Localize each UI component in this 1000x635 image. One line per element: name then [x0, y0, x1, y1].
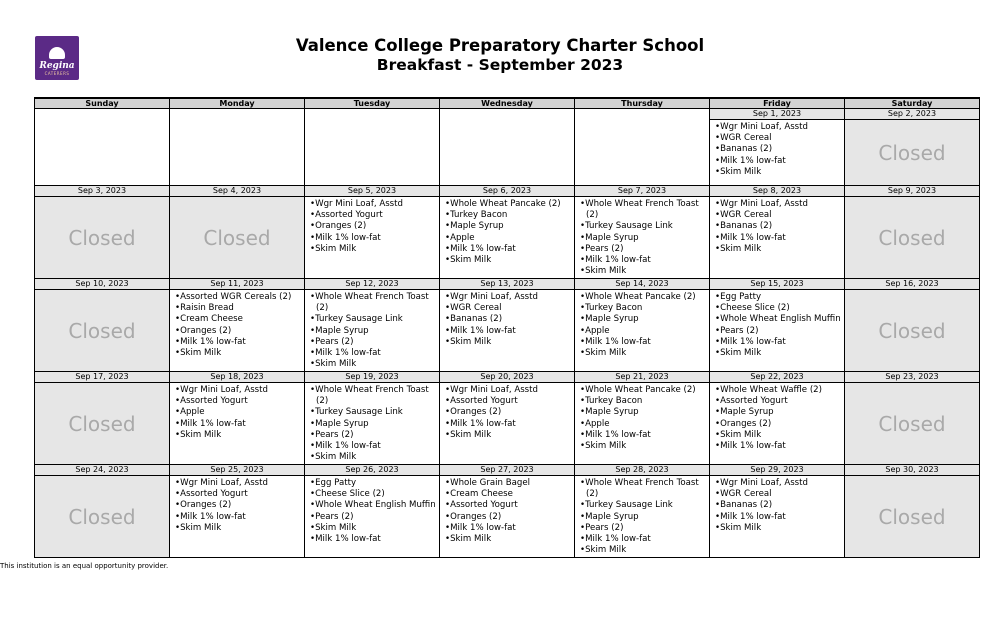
day-date: Sep 5, 2023 [305, 186, 439, 197]
menu-item-list [170, 476, 304, 534]
closed-label: Closed [35, 197, 169, 278]
day-date: Sep 13, 2023 [440, 279, 574, 290]
menu-item: • Skim Milk [580, 441, 707, 452]
menu-item-list [710, 197, 844, 255]
menu-item: • Maple Syrup [715, 407, 842, 418]
day-date: Sep 1, 2023 [710, 109, 844, 120]
menu-item-list [170, 290, 304, 359]
menu-item: • Skim Milk [715, 523, 842, 534]
menu-item: • Milk 1% low-fat [715, 441, 842, 452]
menu-item: • Bananas (2) [445, 314, 572, 325]
menu-item: • Apple [580, 326, 707, 337]
page-title: Valence College Preparatory Charter School [295, 36, 705, 55]
menu-item: • Pears (2) [715, 326, 842, 337]
menu-item-list [440, 476, 574, 545]
menu-item: • Milk 1% low-fat [580, 534, 707, 545]
empty-day [170, 109, 304, 185]
calendar-day-cell [845, 109, 980, 186]
menu-item: • Turkey Bacon [580, 303, 707, 314]
calendar-day-cell [35, 186, 170, 279]
menu-item: • Assorted WGR Cereals (2) [175, 292, 302, 303]
menu-item-list [440, 290, 574, 348]
day-date: Sep 14, 2023 [575, 279, 709, 290]
day-date: Sep 18, 2023 [170, 372, 304, 383]
menu-item: • Skim Milk [715, 348, 842, 359]
menu-item: • Milk 1% low-fat [310, 348, 437, 359]
day-date: Sep 9, 2023 [845, 186, 979, 197]
menu-item: • Skim Milk [445, 337, 572, 348]
day-date: Sep 21, 2023 [575, 372, 709, 383]
menu-item: • Wgr Mini Loaf, Asstd [310, 199, 437, 210]
calendar-day-cell [440, 465, 575, 558]
menu-item: • Whole Wheat Pancake (2) [580, 292, 707, 303]
menu-item: • Oranges (2) [715, 419, 842, 430]
menu-item: • Oranges (2) [175, 500, 302, 511]
menu-item-list [710, 290, 844, 359]
menu-item: • Maple Syrup [310, 419, 437, 430]
calendar-day-cell [575, 109, 710, 186]
calendar-day-cell [170, 372, 305, 465]
closed-label: Closed [845, 383, 979, 464]
menu-item: • Wgr Mini Loaf, Asstd [445, 292, 572, 303]
day-date: Sep 15, 2023 [710, 279, 844, 290]
menu-item: • Skim Milk [580, 545, 707, 556]
menu-item: • Whole Wheat French Toast (2) [310, 385, 437, 407]
menu-item: • Whole Wheat Pancake (2) [580, 385, 707, 396]
empty-day [35, 109, 169, 185]
calendar-day-cell [440, 109, 575, 186]
menu-item: • Turkey Sausage Link [580, 221, 707, 232]
calendar-day-cell [305, 186, 440, 279]
menu-item: • Skim Milk [175, 348, 302, 359]
menu-item: • Pears (2) [310, 430, 437, 441]
menu-item: • Wgr Mini Loaf, Asstd [715, 478, 842, 489]
menu-item: • Skim Milk [445, 430, 572, 441]
calendar-day-cell [305, 372, 440, 465]
day-date: Sep 16, 2023 [845, 279, 979, 290]
menu-item: • Assorted Yogurt [175, 396, 302, 407]
empty-day [305, 109, 439, 185]
weekday-header-monday: Monday [170, 98, 305, 109]
day-date: Sep 22, 2023 [710, 372, 844, 383]
menu-item: • Maple Syrup [580, 407, 707, 418]
menu-item-list [440, 197, 574, 266]
menu-item: • Cream Cheese [175, 314, 302, 325]
weekday-header-tuesday: Tuesday [305, 98, 440, 109]
menu-item: • Skim Milk [445, 255, 572, 266]
calendar-day-cell [575, 372, 710, 465]
weekday-header-wednesday: Wednesday [440, 98, 575, 109]
menu-item: • Apple [175, 407, 302, 418]
menu-item-list [305, 290, 439, 370]
calendar-day-cell [305, 465, 440, 558]
day-date: Sep 30, 2023 [845, 465, 979, 476]
menu-item: • WGR Cereal [445, 303, 572, 314]
closed-label: Closed [170, 197, 304, 278]
menu-item: • Wgr Mini Loaf, Asstd [175, 385, 302, 396]
page-header [0, 36, 1000, 75]
menu-item-list [305, 197, 439, 255]
calendar-day-cell [35, 109, 170, 186]
menu-item: • Milk 1% low-fat [715, 156, 842, 167]
day-date: Sep 28, 2023 [575, 465, 709, 476]
menu-item: • Whole Wheat Waffle (2) [715, 385, 842, 396]
menu-item: • Raisin Bread [175, 303, 302, 314]
day-date: Sep 26, 2023 [305, 465, 439, 476]
menu-item: • Maple Syrup [445, 221, 572, 232]
menu-item: • Skim Milk [445, 534, 572, 545]
day-date: Sep 3, 2023 [35, 186, 169, 197]
calendar-day-cell [35, 465, 170, 558]
day-date: Sep 17, 2023 [35, 372, 169, 383]
menu-item: • Maple Syrup [310, 326, 437, 337]
day-date: Sep 11, 2023 [170, 279, 304, 290]
menu-item: • Maple Syrup [580, 314, 707, 325]
day-date: Sep 2, 2023 [845, 109, 979, 120]
menu-item: • Milk 1% low-fat [445, 326, 572, 337]
menu-item: • Bananas (2) [715, 500, 842, 511]
day-date: Sep 6, 2023 [440, 186, 574, 197]
menu-item: • Wgr Mini Loaf, Asstd [175, 478, 302, 489]
menu-item: • Milk 1% low-fat [310, 233, 437, 244]
menu-item-list [710, 476, 844, 534]
day-date: Sep 23, 2023 [845, 372, 979, 383]
menu-item: • Oranges (2) [310, 221, 437, 232]
calendar-week-row [35, 465, 980, 558]
closed-label: Closed [845, 290, 979, 371]
weekday-header-friday: Friday [710, 98, 845, 109]
menu-item-list [710, 383, 844, 452]
logo-subtext: CATERERS [44, 71, 70, 76]
calendar-week-row [35, 109, 980, 186]
menu-item: • Whole Grain Bagel [445, 478, 572, 489]
menu-item-list [575, 290, 709, 359]
menu-item: • Skim Milk [715, 244, 842, 255]
day-date: Sep 12, 2023 [305, 279, 439, 290]
menu-item: • Milk 1% low-fat [175, 512, 302, 523]
menu-item-list [710, 120, 844, 178]
menu-item: • WGR Cereal [715, 133, 842, 144]
menu-item-list [305, 476, 439, 545]
menu-item: • Wgr Mini Loaf, Asstd [715, 122, 842, 133]
menu-item: • Milk 1% low-fat [715, 337, 842, 348]
calendar-day-cell [710, 109, 845, 186]
menu-item: • Milk 1% low-fat [445, 419, 572, 430]
menu-item: • Oranges (2) [445, 512, 572, 523]
closed-label: Closed [35, 290, 169, 371]
closed-label: Closed [35, 383, 169, 464]
menu-item: • Cheese Slice (2) [310, 489, 437, 500]
day-date: Sep 10, 2023 [35, 279, 169, 290]
menu-item: • Skim Milk [715, 167, 842, 178]
calendar-day-cell [575, 279, 710, 372]
menu-item: • Assorted Yogurt [445, 500, 572, 511]
day-date: Sep 29, 2023 [710, 465, 844, 476]
menu-item: • Wgr Mini Loaf, Asstd [445, 385, 572, 396]
calendar-day-cell [710, 279, 845, 372]
day-date: Sep 8, 2023 [710, 186, 844, 197]
menu-item: • Maple Syrup [580, 233, 707, 244]
empty-day [575, 109, 709, 185]
menu-item: • Skim Milk [175, 430, 302, 441]
menu-item: • Oranges (2) [175, 326, 302, 337]
calendar-day-cell [170, 279, 305, 372]
menu-item: • Wgr Mini Loaf, Asstd [715, 199, 842, 210]
closed-label: Closed [35, 476, 169, 557]
menu-item: • Turkey Bacon [445, 210, 572, 221]
menu-item: • Skim Milk [310, 359, 437, 370]
calendar-day-cell [440, 372, 575, 465]
weekday-header-thursday: Thursday [575, 98, 710, 109]
day-date: Sep 19, 2023 [305, 372, 439, 383]
menu-item: • Oranges (2) [445, 407, 572, 418]
menu-item: • WGR Cereal [715, 489, 842, 500]
calendar-day-cell [575, 186, 710, 279]
day-date: Sep 24, 2023 [35, 465, 169, 476]
menu-item: • Milk 1% low-fat [310, 534, 437, 545]
menu-item: • Maple Syrup [580, 512, 707, 523]
calendar-day-cell [170, 109, 305, 186]
calendar-day-cell [305, 279, 440, 372]
menu-item: • Skim Milk [580, 348, 707, 359]
day-date: Sep 7, 2023 [575, 186, 709, 197]
menu-item: • Apple [445, 233, 572, 244]
calendar-day-cell [440, 186, 575, 279]
menu-item: • Milk 1% low-fat [580, 255, 707, 266]
menu-item: • Whole Wheat English Muffin [310, 500, 437, 511]
menu-item: • Assorted Yogurt [715, 396, 842, 407]
menu-item: • Pears (2) [310, 337, 437, 348]
page-subtitle: Breakfast - September 2023 [376, 56, 624, 74]
menu-item: • Apple [580, 419, 707, 430]
calendar-day-cell [710, 186, 845, 279]
menu-item: • Skim Milk [715, 430, 842, 441]
menu-item: • Assorted Yogurt [445, 396, 572, 407]
menu-calendar [34, 97, 980, 558]
menu-item: • Bananas (2) [715, 144, 842, 155]
menu-item: • Cheese Slice (2) [715, 303, 842, 314]
menu-item: • Milk 1% low-fat [175, 419, 302, 430]
menu-item: • Assorted Yogurt [175, 489, 302, 500]
menu-item-list [575, 197, 709, 277]
menu-item: • Egg Patty [715, 292, 842, 303]
footer-note: This institution is an equal opportunity provider. [0, 562, 169, 570]
menu-item: • Cream Cheese [445, 489, 572, 500]
menu-item: • Skim Milk [310, 523, 437, 534]
calendar-day-cell [710, 465, 845, 558]
empty-day [440, 109, 574, 185]
calendar-day-cell [170, 465, 305, 558]
calendar-week-row [35, 372, 980, 465]
menu-item-list [305, 383, 439, 463]
day-date: Sep 20, 2023 [440, 372, 574, 383]
menu-item: • Pears (2) [310, 512, 437, 523]
calendar-day-cell [845, 465, 980, 558]
menu-item: • Turkey Sausage Link [310, 314, 437, 325]
closed-label: Closed [845, 197, 979, 278]
weekday-header-sunday: Sunday [35, 98, 170, 109]
calendar-day-cell [845, 279, 980, 372]
menu-item-list [575, 383, 709, 452]
menu-item: • Pears (2) [580, 244, 707, 255]
calendar-day-cell [845, 372, 980, 465]
calendar-day-cell [845, 186, 980, 279]
menu-item: • Skim Milk [310, 244, 437, 255]
menu-item: • Turkey Sausage Link [310, 407, 437, 418]
menu-item: • Milk 1% low-fat [175, 337, 302, 348]
menu-item-list [575, 476, 709, 556]
menu-item-list [440, 383, 574, 441]
menu-item: • Whole Wheat French Toast (2) [580, 478, 707, 500]
menu-item: • Milk 1% low-fat [715, 512, 842, 523]
weekday-header-row [35, 98, 980, 109]
menu-item: • Milk 1% low-fat [715, 233, 842, 244]
menu-item: • Assorted Yogurt [310, 210, 437, 221]
menu-item: • Whole Wheat Pancake (2) [445, 199, 572, 210]
day-date: Sep 4, 2023 [170, 186, 304, 197]
calendar-day-cell [305, 109, 440, 186]
menu-item: • Milk 1% low-fat [580, 430, 707, 441]
closed-label: Closed [845, 476, 979, 557]
menu-item: • Whole Wheat French Toast (2) [580, 199, 707, 221]
calendar-day-cell [35, 372, 170, 465]
closed-label: Closed [845, 120, 979, 185]
menu-item: • Egg Patty [310, 478, 437, 489]
menu-item: • Bananas (2) [715, 221, 842, 232]
calendar-day-cell [710, 372, 845, 465]
menu-item: • Skim Milk [175, 523, 302, 534]
calendar-day-cell [440, 279, 575, 372]
menu-item: • Milk 1% low-fat [580, 337, 707, 348]
menu-item: • WGR Cereal [715, 210, 842, 221]
logo-brand: Regina [39, 61, 75, 71]
day-date: Sep 25, 2023 [170, 465, 304, 476]
calendar-week-row [35, 186, 980, 279]
menu-item-list [170, 383, 304, 441]
menu-item: • Pears (2) [580, 523, 707, 534]
calendar-body [35, 109, 980, 558]
menu-item: • Whole Wheat French Toast (2) [310, 292, 437, 314]
menu-item: • Whole Wheat English Muffin [715, 314, 842, 325]
menu-item: • Turkey Bacon [580, 396, 707, 407]
calendar-day-cell [35, 279, 170, 372]
calendar-day-cell [170, 186, 305, 279]
menu-item: • Skim Milk [580, 266, 707, 277]
menu-item: • Milk 1% low-fat [445, 523, 572, 534]
menu-item: • Turkey Sausage Link [580, 500, 707, 511]
menu-item: • Skim Milk [310, 452, 437, 463]
day-date: Sep 27, 2023 [440, 465, 574, 476]
calendar-day-cell [575, 465, 710, 558]
calendar-week-row [35, 279, 980, 372]
weekday-header-saturday: Saturday [845, 98, 980, 109]
menu-item: • Milk 1% low-fat [445, 244, 572, 255]
menu-item: • Milk 1% low-fat [310, 441, 437, 452]
